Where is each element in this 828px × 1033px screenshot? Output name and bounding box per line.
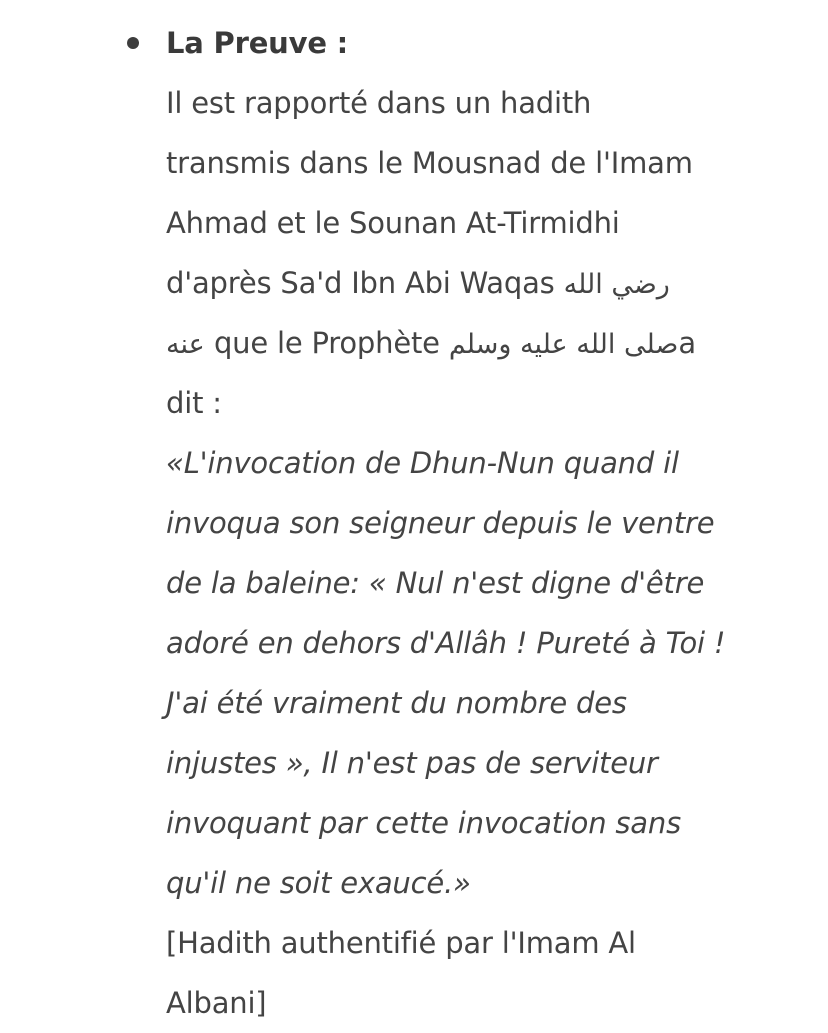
prophet-honorific-arabic: صلى الله عليه وسلم (448, 329, 679, 360)
quote-line: «L'invocation de Dhun-Nun quand il (166, 446, 679, 480)
quote-line: J'ai été vraiment du nombre des (166, 686, 627, 720)
body-line: Ahmad et le Sounan At-Tirmidhi (166, 206, 620, 240)
quote-line: adoré en dehors d'Allâh ! Pureté à Toi ! (166, 626, 726, 660)
arabic-start: عنه (166, 329, 205, 360)
source-line: Albani] (166, 986, 267, 1020)
quote-line: injustes », Il n'est pas de serviteur (166, 746, 658, 780)
said-line: dit : (166, 386, 222, 420)
body-line: transmis dans le Mousnad de l'Imam (166, 146, 693, 180)
source-line: [Hadith authentifié par l'Imam Al (166, 926, 636, 960)
prophet-text: que le Prophète (213, 326, 440, 360)
proof-content (166, 13, 746, 1033)
section-heading: La Preuve : (166, 26, 349, 60)
body-line: Il est rapporté dans un hadith (166, 86, 592, 120)
prophet-line (166, 313, 746, 373)
narrator-text: d'après Sa'd Ibn Abi Waqas (166, 266, 555, 300)
quote-line: de la baleine: « Nul n'est digne d'être (166, 566, 705, 600)
quote-line: invoquant par cette invocation sans (166, 806, 681, 840)
narrator-line (166, 253, 746, 313)
quote-line: invoqua son seigneur depuis le ventre (166, 506, 715, 540)
prophet-text-end: a (678, 326, 696, 360)
quote-line: qu'il ne soit exaucé.» (166, 866, 471, 900)
narrator-honorific-arabic: رضي الله (563, 269, 670, 300)
bullet-point (127, 37, 139, 49)
